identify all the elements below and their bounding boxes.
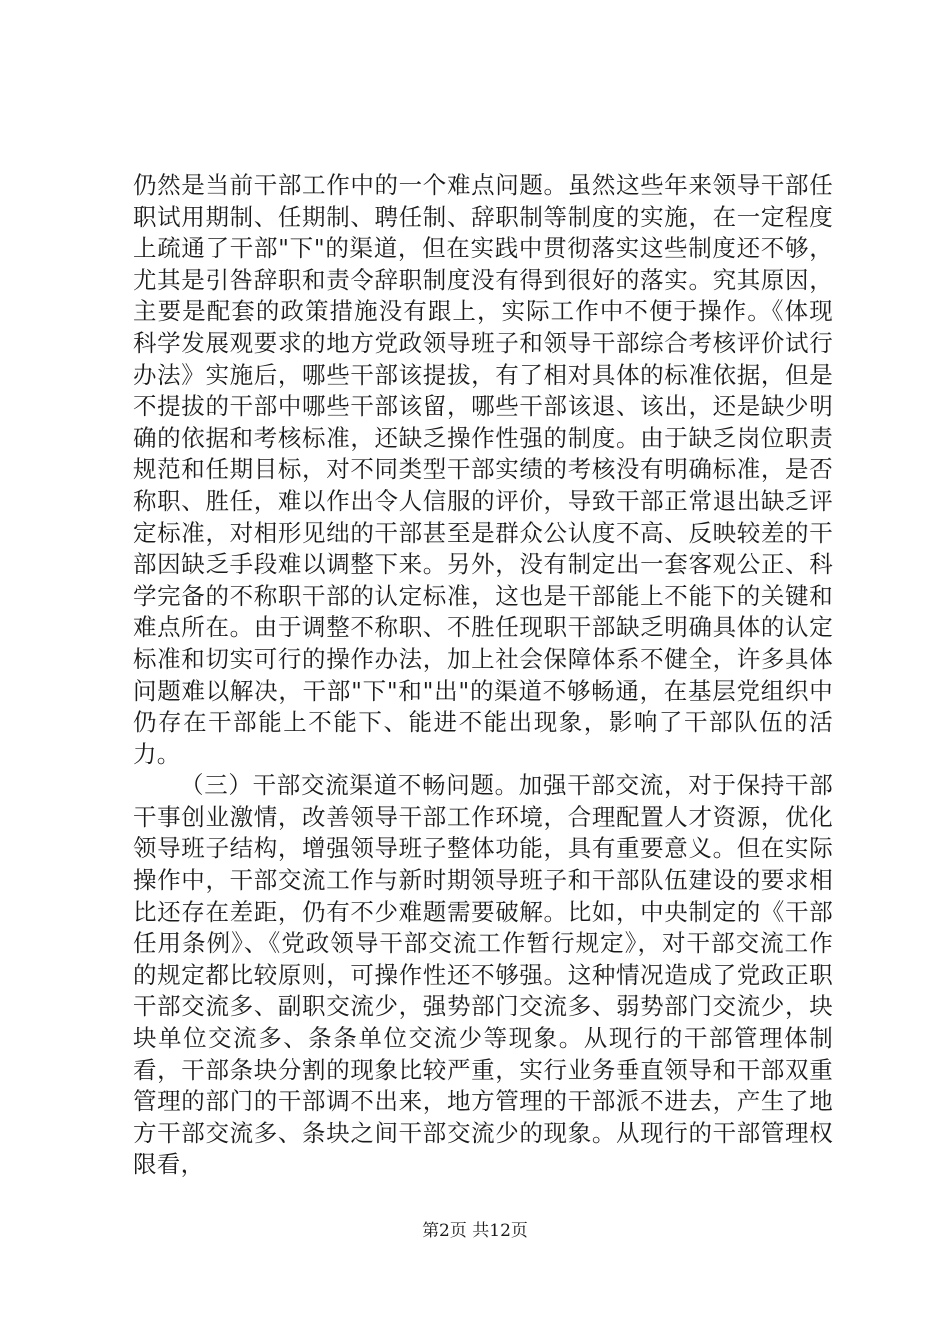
paragraph-1: 仍然是当前干部工作中的一个难点问题。虽然这些年来领导干部任职试用期制、任期制、聘任制、辞职制等制度的实施，在一定程度上疏通了干部"下"的渠道，但在实践中贯彻落实这些制度还不够，尤其是引咎辞职和责令辞职制度没有得到很好的落实。究其原因，主要是配套的政策措施没有跟上，实际工作中不便于操作。《体现科学发展观要求的地方党政领导班子和领导干部综合考核评价试行办法》实施后，哪些干部该提拔，有了相对具体的标准依据，但是不提拔的干部中哪些干部该留，哪些干部该退、该出，还是缺少明确的依据和考核标准，还缺乏操作性强的制度。由于缺乏岗位职责规范和任期目标，对不同类型干部实绩的考核没有明确标准，是否称职、胜任，难以作出令人信服的评价，导致干部正常退出缺乏评定标准，对相形见绌的干部甚至是群众公认度不高、反映较差的干部因缺乏手段难以调整下来。另外，没有制定出一套客观公正、科学完备的不称职干部的认定标准，这也是干部能上不能下的关键和难点所在。由于调整不称职、不胜任现职干部缺乏明确具体的认定标准和切实可行的操作办法，加上社会保障体系不健全，许多具体问题难以解决，干部"下"和"出"的渠道不够畅通，在基层党组织中仍存在干部能上不能下、能进不能出现象，影响了干部队伍的活力。 [133, 171, 833, 768]
document-body [133, 170, 833, 1181]
paragraph-2: （三）干部交流渠道不畅问题。加强干部交流，对于保持干部干事创业激情，改善领导干部工作环境，合理配置人才资源，优化领导班子结构，增强领导班子整体功能，具有重要意义。但在实际操作中，干部交流工作与新时期领导班子和干部队伍建设的要求相比还存在差距，仍有不少难题需要破解。比如，中央制定的《干部任用条例》、《党政领导干部交流工作暂行规定》，对干部交流工作的规定都比较原则，可操作性还不够强。这种情况造成了党政正职干部交流多、副职交流少，强势部门交流多、弱势部门交流少，块块单位交流多、条条单位交流少等现象。从现行的干部管理体制看，干部条块分割的现象比较严重，实行业务垂直领导和干部双重管理的部门的干部调不出来，地方管理的干部派不进去，产生了地方干部交流多、条块之间干部交流少的现象。从现行的干部管理权限看， [133, 771, 833, 1179]
page-number-footer: 第2页 共12页 [422, 1221, 528, 1241]
